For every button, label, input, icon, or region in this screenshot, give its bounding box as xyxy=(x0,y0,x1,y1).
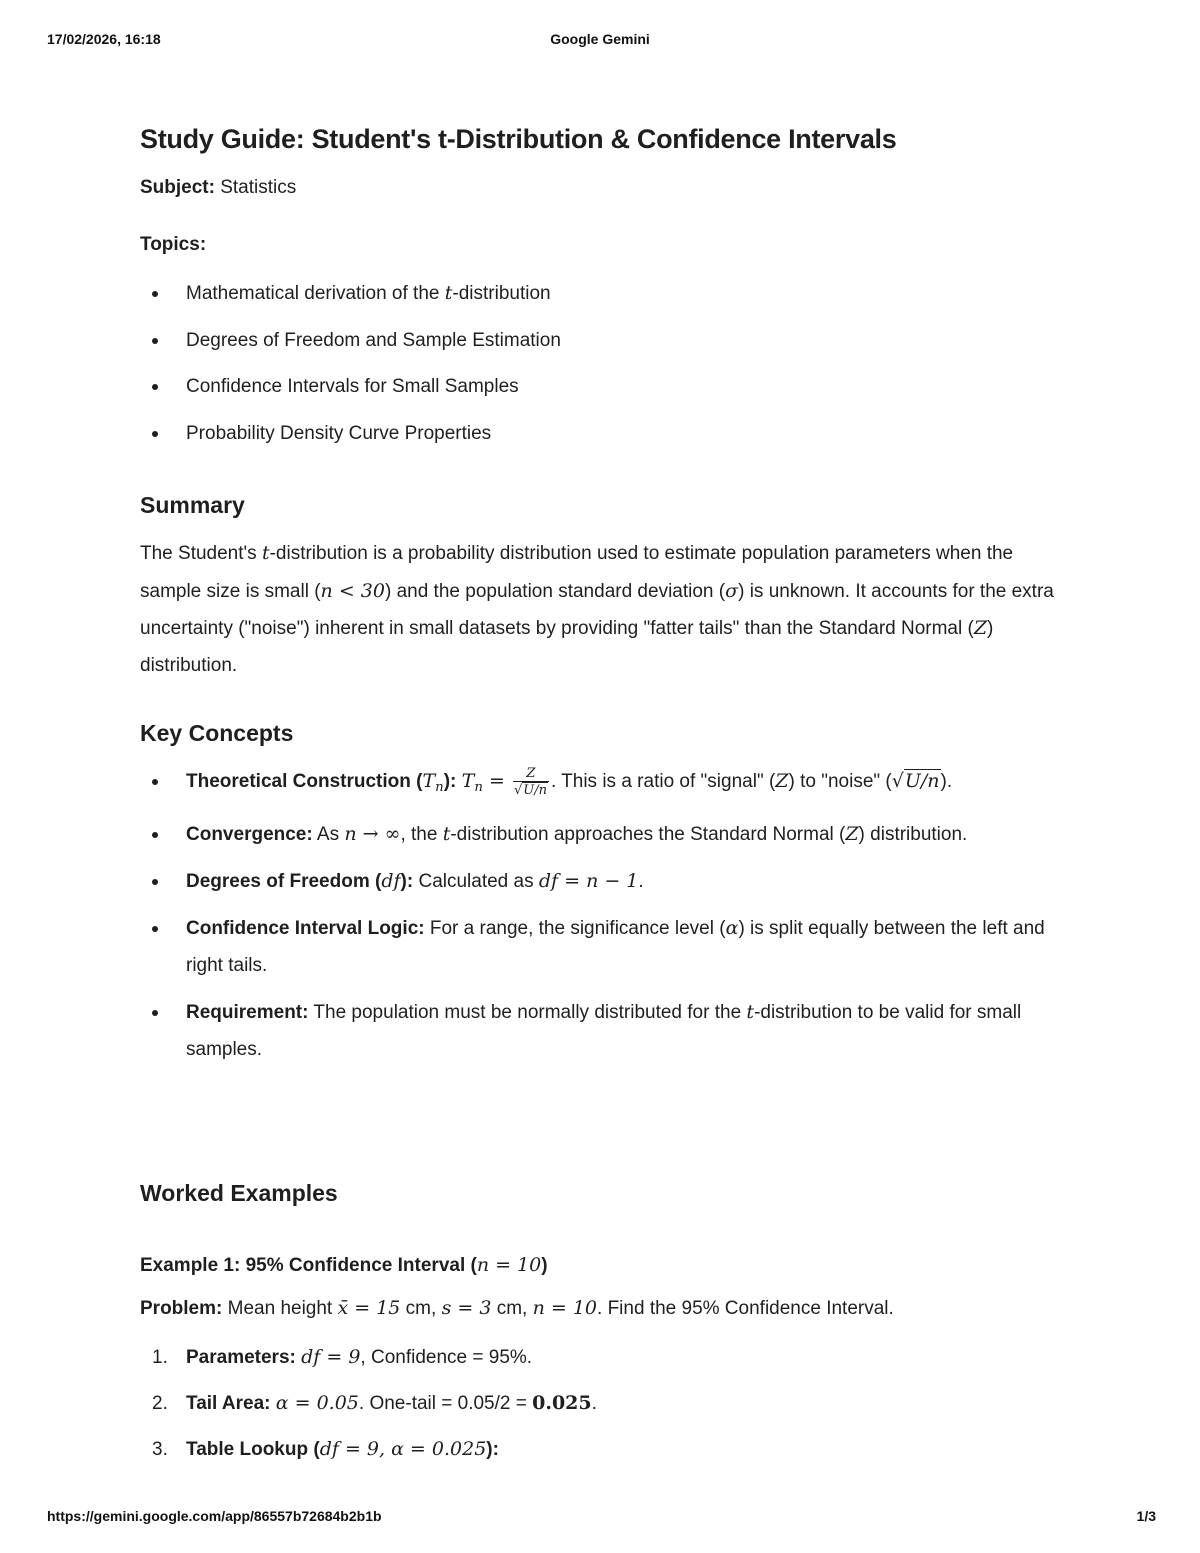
topic-text: Probability Density Curve Properties xyxy=(186,422,492,444)
math-alpha-value: α = 0.05 xyxy=(275,1392,359,1414)
page-title: Study Guide: Student's t-Distribution & Confidence Intervals xyxy=(140,124,897,154)
key-concepts-heading: Key Concepts xyxy=(140,720,294,746)
list-item xyxy=(140,415,1060,452)
step-item xyxy=(140,1339,1060,1376)
concept-ci-logic xyxy=(140,910,1060,984)
topic-text: -distribution xyxy=(452,283,551,304)
problem-text: . Find the 95% Confidence Interval. xyxy=(597,1298,894,1319)
list-item xyxy=(140,322,1060,359)
math-t: t xyxy=(444,282,453,304)
concept-label xyxy=(186,871,413,892)
label-text: ): xyxy=(443,771,457,792)
step-text: . One-tail = 0.05/2 = xyxy=(358,1393,533,1414)
math-s: s = 3 xyxy=(441,1297,492,1319)
math-df-formula: df = n − 1 xyxy=(538,869,639,892)
concept-requirement xyxy=(140,994,1060,1068)
math-z: Z xyxy=(775,770,789,792)
list-item xyxy=(140,275,1060,312)
radical-sign: √ xyxy=(513,782,523,798)
label-text: Degrees of Freedom ( xyxy=(186,870,382,892)
label-text: Table Lookup ( xyxy=(186,1439,320,1460)
step-item xyxy=(140,1431,1060,1468)
concept-text: , the xyxy=(400,823,443,845)
radicand: U/n xyxy=(523,782,547,798)
print-url: https://gemini.google.com/app/86557b72684b2b1b xyxy=(47,1508,382,1524)
step-label: Parameters: xyxy=(186,1347,296,1368)
math-sub-n: n xyxy=(435,779,444,795)
radicand: U/n xyxy=(904,770,940,792)
problem-text: cm, xyxy=(491,1298,533,1319)
concept-label: Convergence: xyxy=(186,823,313,845)
concept-text: For a range, the significance level ( xyxy=(424,917,726,939)
print-page-number: 1/3 xyxy=(1136,1508,1156,1524)
example-1-problem xyxy=(140,1297,894,1320)
summary-text: ) distribution. xyxy=(140,618,994,676)
concept-text: . xyxy=(638,870,644,892)
concept-label: Requirement: xyxy=(186,1001,309,1023)
math-alpha: α xyxy=(725,916,739,939)
fraction-z-over-sqrt xyxy=(513,766,549,798)
math-T: T xyxy=(422,770,436,792)
subject-label: Subject: xyxy=(140,177,215,198)
problem-text: Mean height xyxy=(222,1298,338,1319)
subject-value: Statistics xyxy=(220,177,297,198)
concept-construction xyxy=(140,763,1060,806)
math-t: t xyxy=(746,1000,755,1023)
math-lookup-params: df = 9, α = 0.025 xyxy=(319,1438,487,1460)
concept-text: As xyxy=(312,823,345,845)
topic-text: Confidence Intervals for Small Samples xyxy=(186,376,519,397)
math-z: Z xyxy=(973,617,988,639)
example-1-heading xyxy=(140,1254,548,1277)
step-item xyxy=(140,1385,1060,1422)
math-z: Z xyxy=(845,822,859,845)
radical-sign: √ xyxy=(891,770,904,792)
step-text: , Confidence = 95%. xyxy=(360,1347,533,1368)
math-n-eq-10: n = 10 xyxy=(476,1254,542,1276)
topics-list xyxy=(140,275,1060,461)
step-text: . xyxy=(591,1393,597,1414)
summary-text: The Student's xyxy=(140,543,262,564)
math-n-to-infinity: n → ∞ xyxy=(344,822,401,845)
concept-label: Confidence Interval Logic: xyxy=(186,917,425,939)
concept-text: Calculated as xyxy=(413,870,539,892)
topic-text: Mathematical derivation of the xyxy=(186,283,445,304)
step-label: Tail Area: xyxy=(186,1393,271,1414)
math-one-tail-value: 0.025 xyxy=(532,1392,592,1414)
math-n-lt-30: n < 30 xyxy=(320,579,385,602)
concept-text: . This is a ratio of "signal" ( xyxy=(550,771,776,792)
math-df: df xyxy=(381,869,401,892)
heading-text: Example 1: 95% Confidence Interval ( xyxy=(140,1255,477,1276)
concept-degrees-of-freedom xyxy=(140,863,1060,900)
label-text: Theoretical Construction ( xyxy=(186,771,423,792)
math-equals: = xyxy=(482,770,511,792)
print-datetime: 17/02/2026, 16:18 xyxy=(47,31,161,47)
topic-text: Degrees of Freedom and Sample Estimation xyxy=(186,329,561,351)
step-label xyxy=(186,1439,499,1460)
math-sigma: σ xyxy=(725,579,739,602)
fraction-numerator: Z xyxy=(513,766,549,782)
fraction-denominator xyxy=(513,782,549,798)
step-number: 2. xyxy=(152,1393,168,1414)
step-number: 1. xyxy=(152,1347,168,1368)
example-1-steps xyxy=(140,1339,1060,1477)
problem-text: cm, xyxy=(400,1298,442,1319)
summary-text: ) is unknown. It accounts for the extra uncertainty ("noise") inherent in small datasets by providing "fatter tails" than the Standard Normal ( xyxy=(140,580,1054,639)
concept-text: The population must be normally distributed for the xyxy=(308,1001,747,1023)
math-T: T xyxy=(461,770,475,792)
math-mean: x̄ = 15 xyxy=(337,1297,401,1319)
worked-examples-heading: Worked Examples xyxy=(140,1180,338,1206)
concept-text: -distribution to be valid for small samples. xyxy=(186,1001,1022,1060)
key-concepts-list xyxy=(140,763,1060,1078)
summary-heading: Summary xyxy=(140,492,245,518)
concept-text: ). xyxy=(940,771,953,792)
math-t: t xyxy=(261,542,270,564)
summary-text: ) and the population standard deviation ( xyxy=(384,580,726,602)
label-text: ): xyxy=(486,1439,499,1460)
concept-text: ) is split equally between the left and right tails. xyxy=(186,917,1045,976)
concept-text: ) distribution. xyxy=(858,823,968,845)
summary-text: -distribution is a probability distribution used to estimate population parameters when the sample size is small ( xyxy=(140,543,1014,602)
list-item xyxy=(140,368,1060,405)
math-n: n = 10 xyxy=(532,1297,598,1319)
step-number: 3. xyxy=(152,1439,168,1460)
math-t: t xyxy=(442,822,451,845)
math-sub-n: n xyxy=(474,779,483,795)
concept-label xyxy=(186,770,457,795)
subject-line xyxy=(140,177,296,199)
label-text: ): xyxy=(400,870,414,892)
concept-text: -distribution approaches the Standard Normal ( xyxy=(450,823,846,845)
topics-heading: Topics: xyxy=(140,234,207,255)
heading-text: ) xyxy=(541,1255,548,1276)
problem-label: Problem: xyxy=(140,1298,223,1319)
print-page-title: Google Gemini xyxy=(550,31,650,47)
concept-convergence xyxy=(140,816,1060,853)
concept-text: ) to "noise" ( xyxy=(788,771,892,792)
summary-paragraph xyxy=(140,535,1060,684)
math-df-9: df = 9 xyxy=(301,1346,361,1368)
